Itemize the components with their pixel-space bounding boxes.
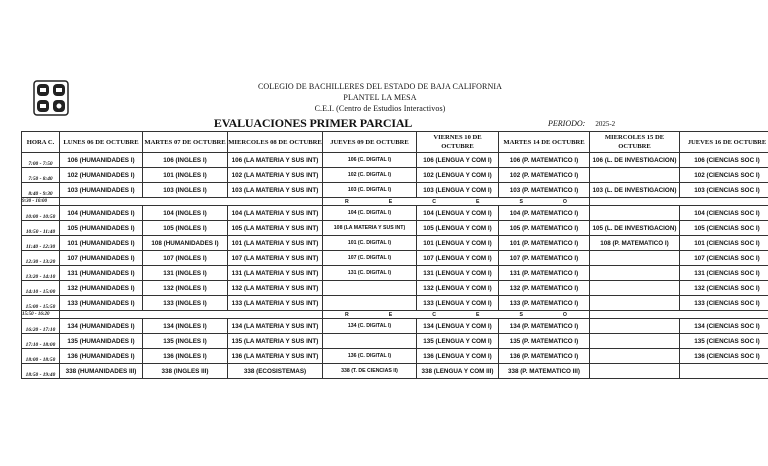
exam-cell bbox=[323, 281, 417, 296]
exam-cell: 136 (INGLES I) bbox=[143, 349, 228, 364]
exam-cell: 105 (CIENCIAS SOC I) bbox=[680, 221, 768, 236]
recess-letter: R bbox=[345, 198, 349, 205]
recess-letter: R bbox=[345, 311, 349, 318]
exam-cell: 105 (LA MATERIA Y SUS INT) bbox=[228, 221, 323, 236]
exam-cell: 132 (LENGUA Y COM I) bbox=[417, 281, 499, 296]
exam-cell bbox=[590, 349, 680, 364]
exam-cell: 106 (P. MATEMATICO I) bbox=[499, 153, 590, 168]
center-name: C.E.I. (Centro de Estudios Interactivos) bbox=[314, 104, 446, 113]
time-cell: 13:20 - 14:10 bbox=[22, 266, 60, 281]
exam-cell bbox=[590, 251, 680, 266]
exam-cell: 107 (LENGUA Y COM I) bbox=[417, 251, 499, 266]
exam-cell: 133 (LA MATERIA Y SUS INT) bbox=[228, 296, 323, 311]
exam-cell: 105 (LENGUA Y COM I) bbox=[417, 221, 499, 236]
table-row bbox=[22, 266, 768, 281]
exam-cell: 133 (LENGUA Y COM I) bbox=[417, 296, 499, 311]
exam-cell: 103 (C. DIGITAL I) bbox=[323, 183, 417, 198]
time-cell: 14:10 - 15:00 bbox=[22, 281, 60, 296]
exam-cell: 131 (LENGUA Y COM I) bbox=[417, 266, 499, 281]
time-cell: 8:40 - 9:30 bbox=[22, 183, 60, 198]
table-row bbox=[22, 319, 768, 334]
time-cell: 16:20 - 17:10 bbox=[22, 319, 60, 334]
exam-cell: 102 (C. DIGITAL I) bbox=[323, 168, 417, 183]
exam-cell: 104 (HUMANIDADES I) bbox=[60, 206, 143, 221]
school-logo bbox=[33, 80, 69, 116]
exam-cell: 131 (HUMANIDADES I) bbox=[60, 266, 143, 281]
exam-cell: 104 (INGLES I) bbox=[143, 206, 228, 221]
exam-cell: 103 (LA MATERIA Y SUS INT) bbox=[228, 183, 323, 198]
time-cell: 17:10 - 18:00 bbox=[22, 334, 60, 349]
exam-cell: 102 (P. MATEMATICO I) bbox=[499, 168, 590, 183]
exam-cell: 136 (LA MATERIA Y SUS INT) bbox=[228, 349, 323, 364]
exam-cell: 103 (P. MATEMATICO I) bbox=[499, 183, 590, 198]
recess-letter: C bbox=[432, 198, 436, 205]
exam-cell: 132 (P. MATEMATICO I) bbox=[499, 281, 590, 296]
column-header-day: MARTES 07 DE OCTUBRE bbox=[143, 132, 228, 153]
recess-blank bbox=[590, 311, 768, 319]
exam-cell: 131 (LA MATERIA Y SUS INT) bbox=[228, 266, 323, 281]
exam-cell: 132 (LA MATERIA Y SUS INT) bbox=[228, 281, 323, 296]
exam-cell: 132 (HUMANIDADES I) bbox=[60, 281, 143, 296]
table-row bbox=[22, 153, 768, 168]
exam-cell: 106 (L. DE INVESTIGACION) bbox=[590, 153, 680, 168]
exam-cell: 106 (LA MATERIA Y SUS INT) bbox=[228, 153, 323, 168]
recess-letter: S bbox=[519, 311, 523, 318]
period-label: PERIODO: bbox=[548, 119, 586, 128]
exam-cell: 103 (L. DE INVESTIGACION) bbox=[590, 183, 680, 198]
exam-cell: 135 (CIENCIAS SOC I) bbox=[680, 334, 768, 349]
exam-cell: 103 (LENGUA Y COM I) bbox=[417, 183, 499, 198]
exam-cell: 103 (INGLES I) bbox=[143, 183, 228, 198]
exam-cell bbox=[590, 296, 680, 311]
exam-cell: 107 (C. DIGITAL I) bbox=[323, 251, 417, 266]
exam-cell: 107 (P. MATEMATICO I) bbox=[499, 251, 590, 266]
exam-cell: 105 (HUMANIDADES I) bbox=[60, 221, 143, 236]
exam-cell: 134 (P. MATEMATICO I) bbox=[499, 319, 590, 334]
exam-cell bbox=[680, 364, 768, 379]
recess-letter: E bbox=[388, 311, 393, 318]
time-cell: 7:00 - 7:50 bbox=[22, 153, 60, 168]
table-row bbox=[22, 251, 768, 266]
exam-cell: 101 (INGLES I) bbox=[143, 168, 228, 183]
exam-cell bbox=[590, 334, 680, 349]
recess-letter: E bbox=[475, 311, 480, 318]
exam-cell: 103 (CIENCIAS SOC I) bbox=[680, 183, 768, 198]
exam-cell: 101 (CIENCIAS SOC I) bbox=[680, 236, 768, 251]
time-cell: 10:00 - 10:50 bbox=[22, 206, 60, 221]
recess-blank bbox=[60, 311, 323, 319]
column-header-day: MARTES 14 DE OCTUBRE bbox=[499, 132, 590, 153]
table-row bbox=[22, 206, 768, 221]
recess-letter: S bbox=[519, 198, 523, 205]
exam-cell: 101 (LENGUA Y COM I) bbox=[417, 236, 499, 251]
exam-cell: 108 (HUMANIDADES I) bbox=[143, 236, 228, 251]
exam-cell: 134 (CIENCIAS SOC I) bbox=[680, 319, 768, 334]
time-cell: 18:50 - 19:40 bbox=[22, 364, 60, 379]
exam-cell: 107 (CIENCIAS SOC I) bbox=[680, 251, 768, 266]
table-row bbox=[22, 364, 768, 379]
exam-cell: 134 (LA MATERIA Y SUS INT) bbox=[228, 319, 323, 334]
period-info bbox=[548, 119, 615, 128]
exam-cell: 106 (CIENCIAS SOC I) bbox=[680, 153, 768, 168]
recess-time: 9:30 - 10:00 bbox=[22, 198, 60, 206]
exam-cell: 131 (P. MATEMATICO I) bbox=[499, 266, 590, 281]
column-header-day: MIERCOLES 08 DE OCTUBRE bbox=[228, 132, 323, 153]
exam-cell: 104 (CIENCIAS SOC I) bbox=[680, 206, 768, 221]
exam-cell bbox=[590, 281, 680, 296]
exam-cell: 133 (P. MATEMATICO I) bbox=[499, 296, 590, 311]
table-header bbox=[22, 132, 768, 153]
exam-cell: 133 (HUMANIDADES I) bbox=[60, 296, 143, 311]
header-row bbox=[22, 132, 768, 153]
recess-letter: E bbox=[475, 198, 480, 205]
exam-cell: 104 (C. DIGITAL I) bbox=[323, 206, 417, 221]
column-header-day: LUNES 06 DE OCTUBRE bbox=[60, 132, 143, 153]
exam-cell: 133 (CIENCIAS SOC I) bbox=[680, 296, 768, 311]
exam-cell: 132 (CIENCIAS SOC I) bbox=[680, 281, 768, 296]
exam-cell: 101 (LA MATERIA Y SUS INT) bbox=[228, 236, 323, 251]
exam-cell: 107 (INGLES I) bbox=[143, 251, 228, 266]
exam-cell: 131 (INGLES I) bbox=[143, 266, 228, 281]
time-cell: 12:30 - 13:20 bbox=[22, 251, 60, 266]
column-header-hour: HORA C. bbox=[22, 132, 60, 153]
exam-cell: 107 (HUMANIDADES I) bbox=[60, 251, 143, 266]
exam-cell: 103 (HUMANIDADES I) bbox=[60, 183, 143, 198]
table-body bbox=[22, 153, 768, 379]
exam-cell: 105 (P. MATEMATICO I) bbox=[499, 221, 590, 236]
exam-cell: 135 (LENGUA Y COM I) bbox=[417, 334, 499, 349]
exam-cell: 338 (HUMANIDADES III) bbox=[60, 364, 143, 379]
time-cell: 7:50 - 8:40 bbox=[22, 168, 60, 183]
exam-cell: 108 (LA MATERIA Y SUS INT) bbox=[323, 221, 417, 236]
exam-cell: 107 (LA MATERIA Y SUS INT) bbox=[228, 251, 323, 266]
exam-cell: 132 (INGLES I) bbox=[143, 281, 228, 296]
exam-cell: 338 (LENGUA Y COM III) bbox=[417, 364, 499, 379]
column-header-day: MIERCOLES 15 DE OCTUBRE bbox=[590, 132, 680, 153]
exam-cell bbox=[590, 206, 680, 221]
table-row bbox=[22, 236, 768, 251]
exam-cell: 105 (INGLES I) bbox=[143, 221, 228, 236]
exam-cell: 135 (HUMANIDADES I) bbox=[60, 334, 143, 349]
exam-cell: 101 (P. MATEMATICO I) bbox=[499, 236, 590, 251]
table-row bbox=[22, 349, 768, 364]
recess-letter: E bbox=[388, 198, 393, 205]
recess-time: 15:50 - 16:20 bbox=[22, 311, 60, 319]
time-cell: 10:50 - 11:40 bbox=[22, 221, 60, 236]
column-header-day: JUEVES 16 DE OCTUBRE bbox=[680, 132, 768, 153]
exam-cell: 105 (L. DE INVESTIGACION) bbox=[590, 221, 680, 236]
table-row bbox=[22, 281, 768, 296]
table-row bbox=[22, 168, 768, 183]
exam-cell: 101 (HUMANIDADES I) bbox=[60, 236, 143, 251]
exam-cell: 135 (INGLES I) bbox=[143, 334, 228, 349]
exam-cell: 133 (INGLES I) bbox=[143, 296, 228, 311]
recess-letter: O bbox=[562, 198, 567, 205]
exam-cell: 131 (CIENCIAS SOC I) bbox=[680, 266, 768, 281]
recess-row bbox=[22, 198, 768, 206]
exam-cell: 135 (LA MATERIA Y SUS INT) bbox=[228, 334, 323, 349]
column-header-day: JUEVES 09 DE OCTUBRE bbox=[323, 132, 417, 153]
column-header-day: VIERNES 10 DE OCTUBRE bbox=[417, 132, 499, 153]
table-row bbox=[22, 334, 768, 349]
time-cell: 15:00 - 15:50 bbox=[22, 296, 60, 311]
exam-cell: 104 (P. MATEMATICO I) bbox=[499, 206, 590, 221]
exam-cell: 108 (P. MATEMATICO I) bbox=[590, 236, 680, 251]
table-row bbox=[22, 221, 768, 236]
exam-cell: 338 (P. MATEMATICO III) bbox=[499, 364, 590, 379]
table-row bbox=[22, 296, 768, 311]
recess-label bbox=[323, 198, 590, 206]
exam-cell: 102 (HUMANIDADES I) bbox=[60, 168, 143, 183]
exam-cell bbox=[590, 319, 680, 334]
exam-cell: 136 (LENGUA Y COM I) bbox=[417, 349, 499, 364]
exam-cell: 136 (HUMANIDADES I) bbox=[60, 349, 143, 364]
exam-cell: 134 (HUMANIDADES I) bbox=[60, 319, 143, 334]
exam-cell: 136 (P. MATEMATICO I) bbox=[499, 349, 590, 364]
exam-cell: 106 (HUMANIDADES I) bbox=[60, 153, 143, 168]
recess-letter: C bbox=[432, 311, 436, 318]
exam-cell: 338 (INGLES III) bbox=[143, 364, 228, 379]
recess-row bbox=[22, 311, 768, 319]
exam-cell: 106 (LENGUA Y COM I) bbox=[417, 153, 499, 168]
table-row bbox=[22, 183, 768, 198]
campus-name: PLANTEL LA MESA bbox=[343, 93, 417, 102]
period-value: 2025-2 bbox=[595, 120, 616, 128]
exam-cell: 338 (ECOSISTEMAS) bbox=[228, 364, 323, 379]
exam-cell: 104 (LA MATERIA Y SUS INT) bbox=[228, 206, 323, 221]
recess-blank bbox=[60, 198, 323, 206]
exam-cell: 102 (LENGUA Y COM I) bbox=[417, 168, 499, 183]
exam-cell: 104 (LENGUA Y COM I) bbox=[417, 206, 499, 221]
exam-cell: 135 (P. MATEMATICO I) bbox=[499, 334, 590, 349]
exam-cell: 136 (C. DIGITAL I) bbox=[323, 349, 417, 364]
exam-cell: 102 (LA MATERIA Y SUS INT) bbox=[228, 168, 323, 183]
exam-cell: 101 (C. DIGITAL I) bbox=[323, 236, 417, 251]
exam-cell bbox=[323, 334, 417, 349]
exam-cell: 134 (LENGUA Y COM I) bbox=[417, 319, 499, 334]
exam-cell: 106 (INGLES I) bbox=[143, 153, 228, 168]
recess-letter: O bbox=[562, 311, 567, 318]
exam-cell: 106 (C. DIGITAL I) bbox=[323, 153, 417, 168]
exam-cell bbox=[590, 266, 680, 281]
exam-schedule-table bbox=[21, 131, 768, 379]
exam-cell bbox=[323, 296, 417, 311]
recess-label bbox=[323, 311, 590, 319]
page-title: EVALUACIONES PRIMER PARCIAL bbox=[213, 116, 413, 130]
time-cell: 11:40 - 12:30 bbox=[22, 236, 60, 251]
exam-cell: 131 (C. DIGITAL I) bbox=[323, 266, 417, 281]
institution-name: COLEGIO DE BACHILLERES DEL ESTADO DE BAJA CALIFORNIA bbox=[257, 82, 503, 91]
exam-cell: 338 (T. DE CIENCIAS II) bbox=[323, 364, 417, 379]
exam-cell bbox=[590, 364, 680, 379]
exam-cell: 134 (INGLES I) bbox=[143, 319, 228, 334]
recess-blank bbox=[590, 198, 768, 206]
exam-cell: 102 (CIENCIAS SOC I) bbox=[680, 168, 768, 183]
exam-cell bbox=[590, 168, 680, 183]
time-cell: 18:00 - 18:50 bbox=[22, 349, 60, 364]
exam-cell: 136 (CIENCIAS SOC I) bbox=[680, 349, 768, 364]
exam-cell: 134 (C. DIGITAL I) bbox=[323, 319, 417, 334]
